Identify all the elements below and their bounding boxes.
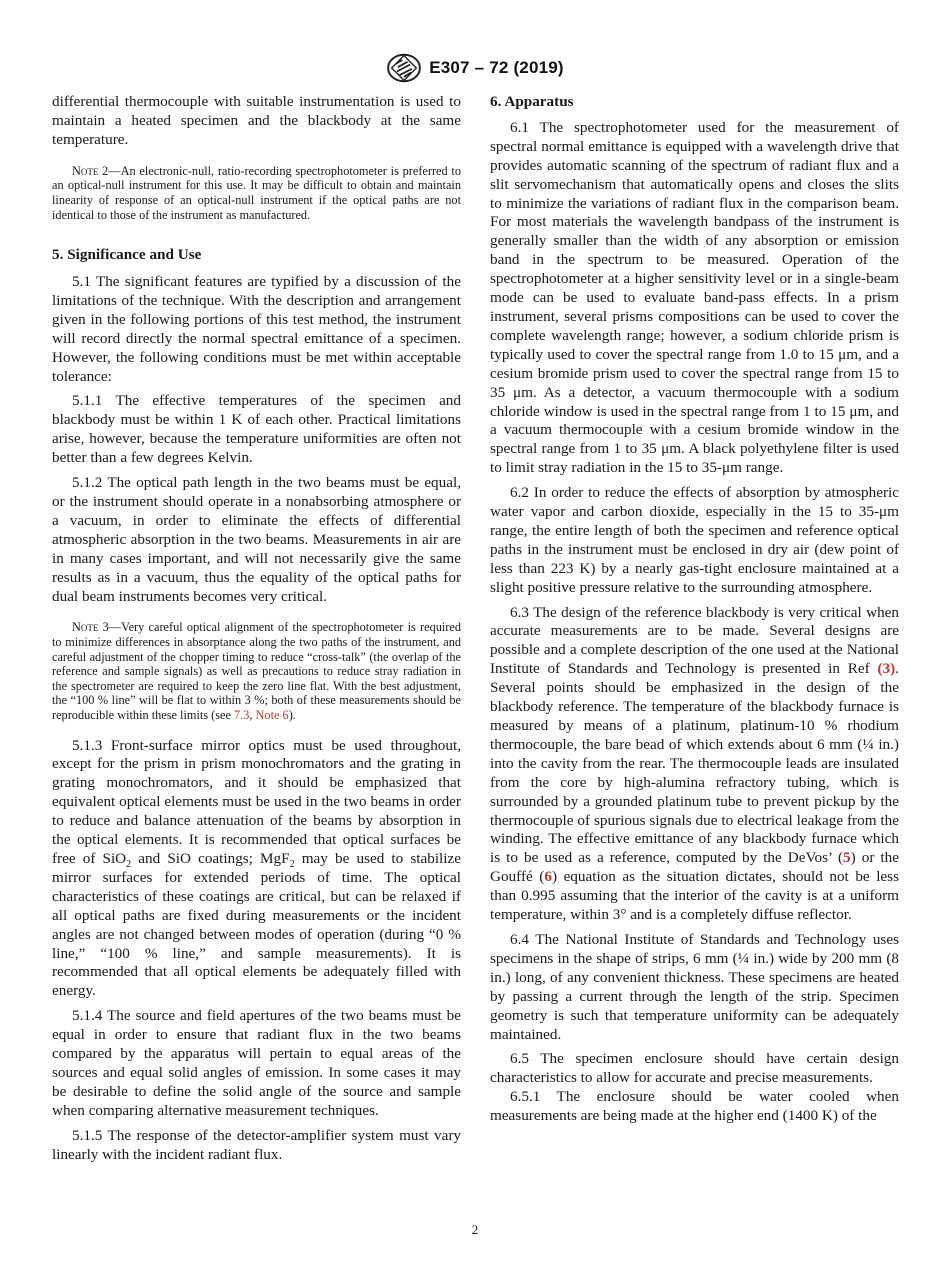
note-2-label: Note 2 (72, 163, 109, 178)
subscript-2: 2 (289, 859, 295, 871)
paren-open: ( (837, 849, 844, 867)
note-3-end: ). (288, 707, 296, 722)
standard-designation: E307 – 72 (2019) (429, 58, 564, 77)
paragraph-6-1: 6.1 The spectrophotometer used for the measurement of spectral normal emittance is equipped with a wavelength drive that provides automatic scanning of the spectrum of radiant flux and a slit servomechanism that automatically opens and closes the slits to minimize the variations of radiant flux in the comparison beam. For most materials the wavelength bandpass of the instrument is generally smaller than the width of any absorption or emission band in the spectrum to be measured. Operation of the spectrophotometer at a higher sensitivity level or in a single-beam mode can be used to evaluate band-pass effects. In a prism instrument, several prisms compositions can be used to cover the complete wavelength range; however, a sodium chloride prism is typically used to cover the spectral range from 1.0 to 15 μm, and a cesium bromide prism used to cover the spectral range from 15 to 35 μm. As a detector, a vacuum thermocouple with a sodium chloride window is used in the spectral range from 1 to 15 μm, and a vacuum thermocouple with a cesium bromide window in the spectral range from 1 to 35 μm. A black polyethylene filter is used to limit stray radiation in the 15 to 35-μm range. (490, 118, 899, 477)
p5-1-3-part-b: and SiO coatings; MgF (131, 850, 290, 867)
paren-close: ) (850, 849, 856, 867)
paragraph-5-1-4: 5.1.4 The source and field apertures of the two beams must be equal in order to ensure that radiant flux in the two beams compared by the apparatus will pertain to equal areas of the sources and equal solid angles of emission. In some cases it may be desirable to define the solid angle of the source and sample when comparing alternative measurement techniques. (52, 1007, 461, 1119)
left-column (52, 93, 461, 1165)
page-header (0, 50, 950, 86)
paragraph-5-1-2: 5.1.2 The optical path length in the two beams must be equal, or the instrument should operate in a nonabsorbing atmosphere or a vacuum, in order to eliminate the effects of differential atmospheric absorption in the two beams. Measurements in air are in many cases important, and will not necessarily give the same results as in a vacuum, thus the equality of the optical paths for dual beam instruments becomes very critical. (52, 474, 461, 605)
paragraph-5-1-3 (52, 737, 461, 1002)
paragraph-6-3 (490, 604, 899, 925)
p6-3-part-b: . Several points should be emphasized in the design of the blackbody reference. The temperature of the blackbody furnace is measured by means of a platinum, platinum-10 % rhodium thermocouple, the bare bead of which extends about 6 mm (¼ in.) into the cavity from the rear. The thermocouple leads are insulated from the core by high-alumina refractory tubing, which is surrounded by a grounded platinum tube to prevent pickup by the thermocouple of spurious signals due to electrical leakage from the winding. The effective emittance of any blackbody furnace which is to be used as a reference, computed by the DeVos’ (490, 660, 899, 867)
link-note-6[interactable]: Note 6 (255, 707, 289, 722)
continued-paragraph: differential thermocouple with suitable instrumentation is used to maintain a heated specimen and the blackbody at the same temperature. (52, 93, 461, 148)
p6-3-part-a: 6.3 The design of the reference blackbody is very critical when accurate measurements are to be made. Several designs are possible and a complete description of the one used at the National Institute of Standards and Technology is presented in Ref (490, 603, 899, 678)
reference-link-6[interactable]: 6 (544, 868, 552, 886)
paragraph-6-5: 6.5 The specimen enclosure should have certain design characteristics to allow for accurate and precise measurements. (490, 1050, 899, 1087)
ref-3-open: ( (877, 660, 883, 678)
subscript-2: 2 (126, 859, 132, 871)
p6-3-part-d: equation as the situation dictates, should not be less than 0.995 assuming that the interior of the cavity is at a uniform temperature, within 3° and is a completely diffuse reflector. (490, 868, 899, 924)
ref-3-close: ) (890, 660, 896, 678)
link-section-7-3[interactable]: 7.3 (234, 707, 250, 722)
note-2-text: —An electronic-null, ratio-recording spectrophotometer is preferred to an optical-null instrument for this use. It may be difficult to obtain and maintain linearity of response of an optical-null instrument if the optical paths are not identical to those of the instrument as manufactured. (52, 163, 461, 222)
p5-1-3-part-a: 5.1.3 Front-surface mirror optics must be used throughout, except for the prism in prism monochromators and the grating in grating monochromators, and it should be emphasized that equivalent optical elements must be used in the two beams in order to reduce and balance attenuation of the beams by absorption in the optical elements. It is recommended that optical surfaces be free of SiO (52, 736, 461, 867)
reference-link-5[interactable]: 5 (843, 849, 851, 867)
right-column (490, 93, 899, 1126)
paragraph-5-1-1: 5.1.1 The effective temperatures of the specimen and blackbody must be within 1 K of each other. Practical limitations arise, however, because the temperature uniformities are often not better than a few degrees Kelvin. (52, 392, 461, 467)
paragraph-6-2: 6.2 In order to reduce the effects of absorption by atmospheric water vapor and carbon dioxide, especially in the 15 to 35-μm range, the entire length of both the specimen and reference optical paths in the instrument must be enclosed in dry air (dew point of less than 223 K) by a nearly gas-tight enclosure maintained at a slight positive pressure relative to the surrounding atmosphere. (490, 484, 899, 596)
note-3-text: —Very careful optical alignment of the spectrophotometer is required to minimize differences in absorptance along the two paths of the instrument, and careful adjustment of the chopper timing to reduce “cross-talk” (the overlap of the reference and sample signals) as well as precautions to reduce stray radiation in the spectrometer are required to keep the zero line flat. With the best adjustment, the “100 % line” will be flat to within 3 %; both of these measurements should be reproducible within these limits (see (52, 620, 461, 722)
note-2 (52, 164, 461, 222)
page-number: 2 (471, 1222, 479, 1237)
p6-3-part-c: or the Gouffé (490, 849, 899, 886)
paragraph-6-4: 6.4 The National Institute of Standards and Technology uses specimens in the shape of strips, 6 mm (¼ in.) wide by 200 mm (8 in.) long, of any convenient thickness. These specimens are heated by passing a current through the length of the strip. Specimen geometry is such that temperature uniformity can be adequately maintained. (490, 930, 899, 1043)
note-3-separator: , (249, 707, 256, 722)
note-3-label: Note 3 (72, 620, 109, 635)
reference-link-3[interactable]: 3 (882, 660, 891, 678)
note-3 (52, 620, 461, 722)
paren-open: ( (539, 868, 545, 886)
astm-logo-icon (386, 53, 422, 83)
p5-1-3-part-c: may be used to stabilize mirror surfaces for extended periods of time. The optical characteristics of these coatings are critical, but can be relaxed if all optical paths are fixed during measurements or the incident angles are not changed between modes of operation (during “0 % line,” “100 % line,” and sample measurements). It is recommended that all optical elements be adequately filled with energy. (52, 850, 461, 1000)
paragraph-5-1-5: 5.1.5 The response of the detector-amplifier system must vary linearly with the incident radiant flux. (52, 1126, 461, 1163)
paragraph-5-1: 5.1 The significant features are typified by a discussion of the limitations of the technique. With the description and arrangement given in the following portions of this test method, the instrument will record directly the normal spectral emittance of a specimen. However, the following conditions must be met within acceptable tolerance: (52, 273, 461, 385)
section-6-heading: 6. Apparatus (490, 93, 574, 110)
paren-close: ) (551, 868, 558, 886)
paragraph-6-5-1: 6.5.1 The enclosure should be water cooled when measurements are being made at the higher end (1400 K) of the (490, 1088, 899, 1125)
section-5-heading: 5. Significance and Use (52, 246, 202, 264)
